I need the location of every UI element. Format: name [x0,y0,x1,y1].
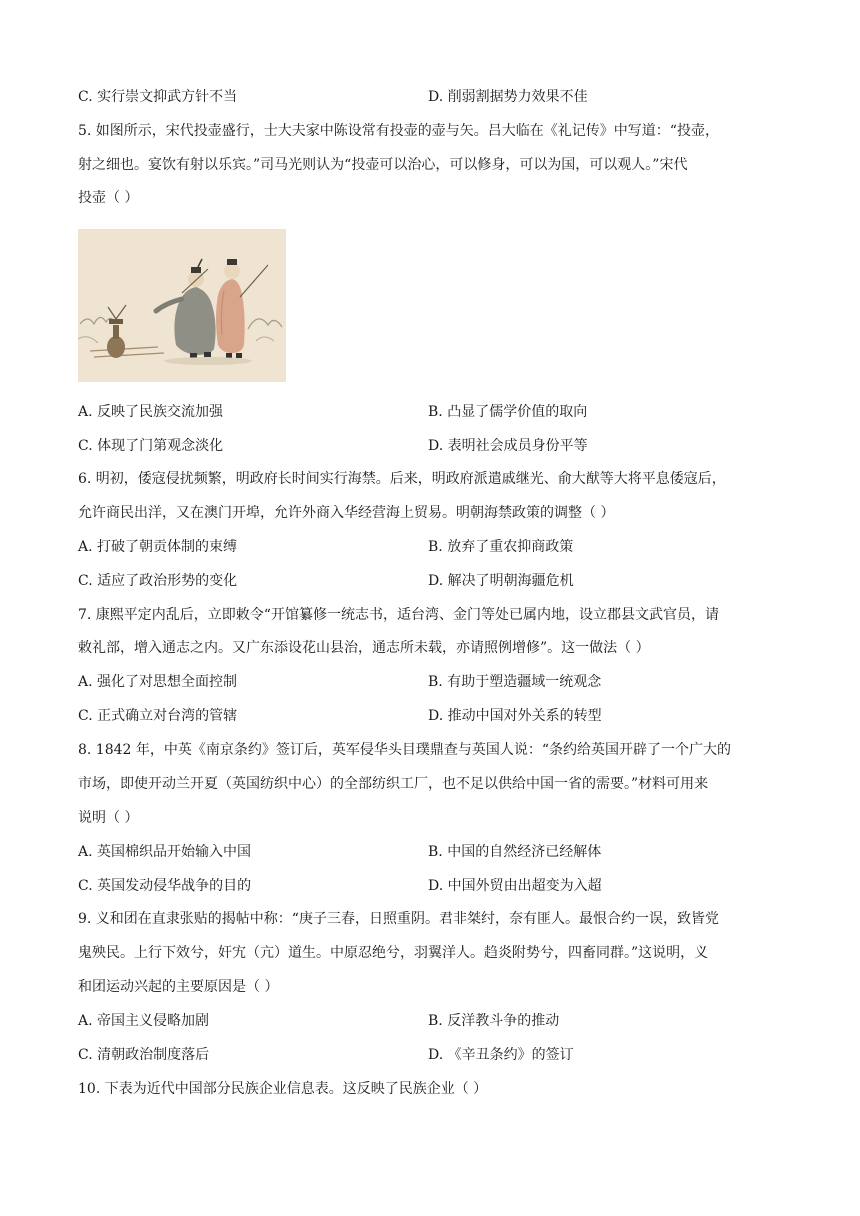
q6-option-b: B. 放弃了重农抑商政策 [428,539,574,555]
q6-option-a: A. 打破了朝贡体制的束缚 [78,539,238,555]
q5-stem-line-1: 5. 如图所示，宋代投壶盛行，士大夫家中陈设常有投壶的壶与矢。吕大临在《礼记传》中写道：“投壶， [78,123,719,139]
q5-option-b: B. 凸显了儒学价值的取向 [428,404,588,420]
q7-option-b: B. 有助于塑造疆域一统观念 [428,674,602,690]
q6-stem-line-2: 允许商民出洋，又在澳门开埠，允许外商入华经营海上贸易。明朝海禁政策的调整（ ） [78,505,615,521]
q4-option-c: C. 实行崇文抑武方针不当 [78,89,238,105]
q5-stem-line-3: 投壶（ ） [78,190,139,206]
q9-option-d: D. 《辛丑条约》的签订 [428,1047,574,1063]
q8-stem-line-2: 市场，即使开动兰开夏（英国纺织中心）的全部纺织工厂，也不足以供给中国一省的需要。”材料可用来 [78,776,709,792]
q6-stem-line-1: 6. 明初，倭寇侵扰频繁，明政府长时间实行海禁。后来，明政府派遣戚继光、俞大猷等大将平息倭寇后， [78,471,726,487]
q9-option-c: C. 清朝政治制度落后 [78,1047,210,1063]
q8-stem-line-1: 8. 1842 年，中英《南京条约》签订后，英军侵华头目璞鼎查与英国人说：“条约给英国开辟了一个广大的 [78,742,732,758]
q7-stem-line-2: 敕礼部，增入通志之内。又广东添设花山县治，通志所未载，亦请照例增修”。这一做法（ ） [78,640,650,656]
q9-stem-line-1: 9. 义和团在直隶张贴的揭帖中称：“庚子三春，日照重阴。君非桀纣，奈有匪人。最恨合约一误，致皆党 [78,911,719,927]
q8-stem-line-3: 说明（ ） [78,810,139,826]
q5-option-d: D. 表明社会成员身份平等 [428,438,588,454]
q9-stem-line-3: 和团运动兴起的主要原因是（ ） [78,979,279,995]
q8-option-a: A. 英国棉织品开始输入中国 [78,844,252,860]
q7-option-c: C. 正式确立对台湾的管辖 [78,708,238,724]
touhu-painting-svg [78,229,286,382]
q6-option-d: D. 解决了明朝海疆危机 [428,573,574,589]
q4-option-d: D. 削弱割据势力效果不佳 [428,89,588,105]
q9-option-b: B. 反洋教斗争的推动 [428,1013,560,1029]
q8-option-d: D. 中国外贸由出超变为入超 [428,878,602,894]
q6-option-c: C. 适应了政治形势的变化 [78,573,238,589]
q8-option-b: B. 中国的自然经济已经解体 [428,844,602,860]
q10-stem-line-1: 10. 下表为近代中国部分民族企业信息表。这反映了民族企业（ ） [78,1081,488,1097]
q9-stem-line-2: 鬼殃民。上行下效兮，奸宄（亢）道生。中原忍绝兮，羽翼洋人。趋炎附势兮，四畜同群。”这说明，义 [78,945,709,961]
q7-option-d: D. 推动中国对外关系的转型 [428,708,602,724]
touhu-painting [78,229,286,382]
q5-option-a: A. 反映了民族交流加强 [78,404,224,420]
q7-option-a: A. 强化了对思想全面控制 [78,674,238,690]
q8-option-c: C. 英国发动侵华战争的目的 [78,878,252,894]
q5-option-c: C. 体现了门第观念淡化 [78,438,224,454]
q7-stem-line-1: 7. 康熙平定内乱后，立即敕令“开馆纂修一统志书，适台湾、金门等处已属内地，设立郡县文武官员，请 [78,607,719,623]
q9-option-a: A. 帝国主义侵略加剧 [78,1013,210,1029]
q5-stem-line-2: 射之细也。宴饮有射以乐宾。”司马光则认为“投壶可以治心，可以修身，可以为国，可以观人。”宋代 [78,157,688,173]
